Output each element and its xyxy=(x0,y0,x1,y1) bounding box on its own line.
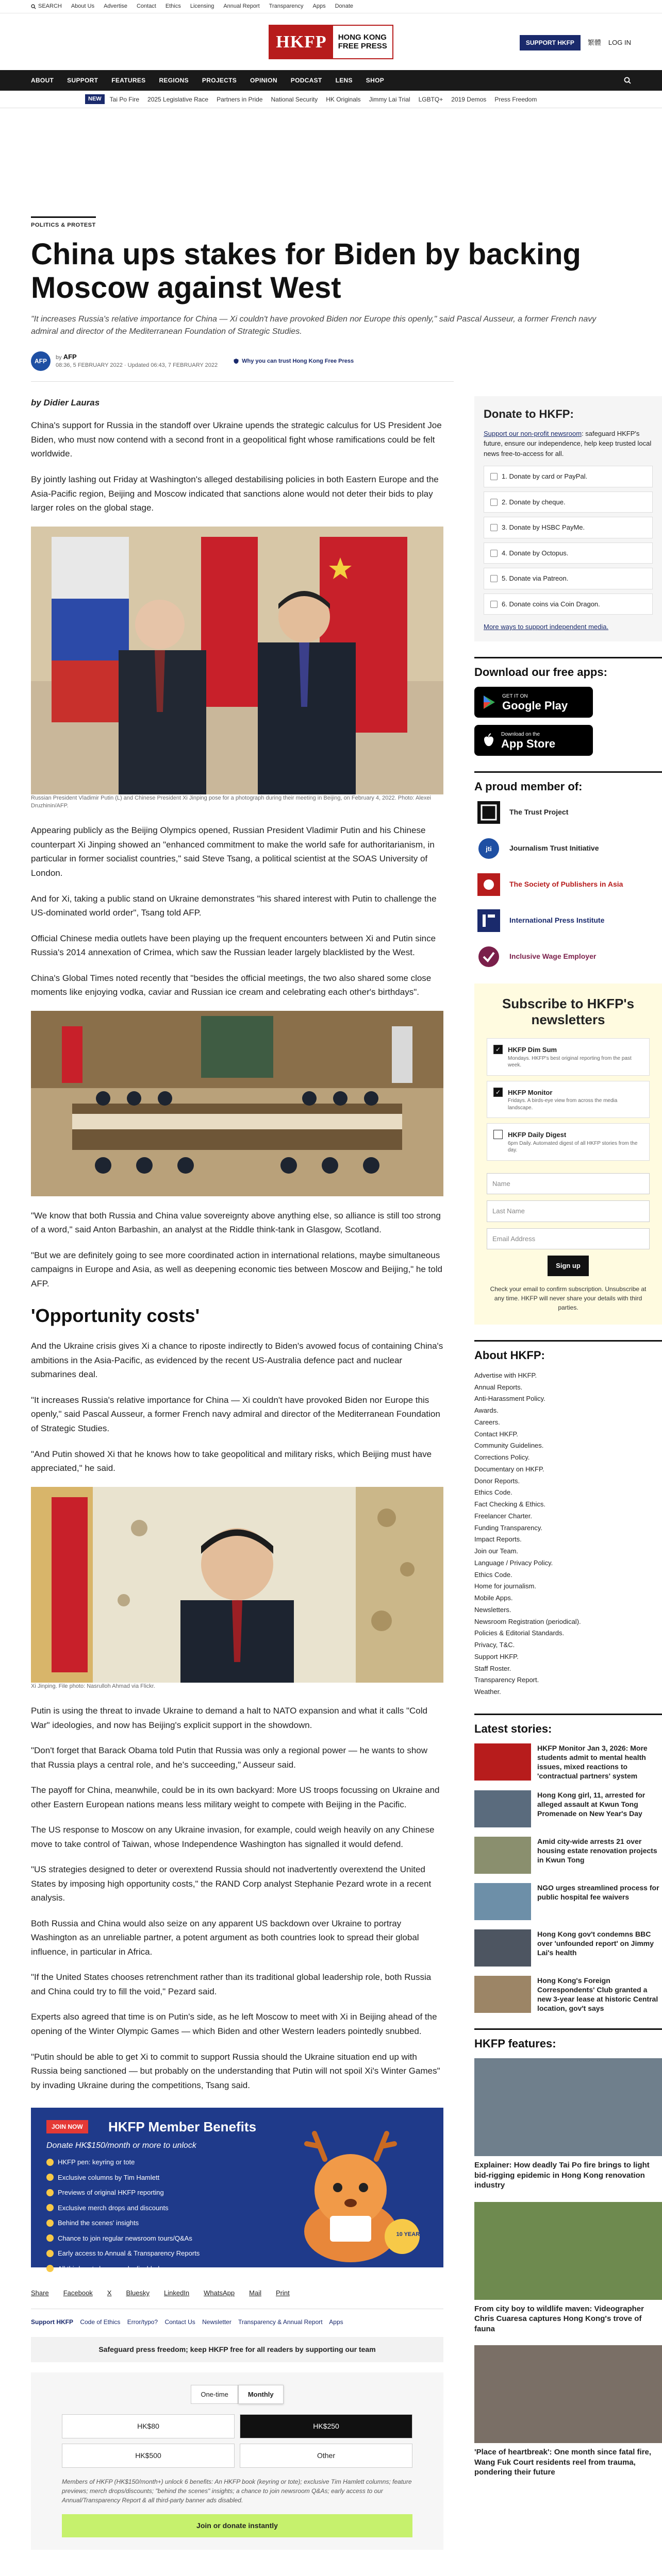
checkbox-icon xyxy=(493,1130,503,1139)
trending-link[interactable]: Press Freedom xyxy=(494,95,537,103)
about-link[interactable]: Newsletters. xyxy=(474,1605,511,1614)
promo-subtitle: Donate HK$150/month or more to unlock xyxy=(46,2141,196,2150)
footer-link[interactable]: Error/typo? xyxy=(127,2318,158,2326)
story-item[interactable]: Hong Kong gov't condemns BBC over 'unfounded report' on Jimmy Lai's health xyxy=(474,1929,662,1967)
story-item[interactable]: Hong Kong girl, 11, arrested for alleged assault at Kwun Tong Promenade on New Year's Day xyxy=(474,1790,662,1827)
trending-link[interactable]: Tai Po Fire xyxy=(109,95,140,103)
google-play-button[interactable]: GET IT ON Google Play xyxy=(474,687,593,718)
amount-option-other[interactable]: Other xyxy=(240,2444,412,2468)
apps-section xyxy=(474,657,662,756)
octopus-icon xyxy=(490,550,498,557)
trending-link[interactable]: 2025 Legislative Race xyxy=(147,95,209,103)
sidebar-donate xyxy=(474,396,662,641)
donate-intro: Support our non-profit newsroom: safeguard HKFP's future, ensure our independence, help keep trusted local news free-to-access for all. xyxy=(484,429,652,457)
article-author[interactable]: by Didier Lauras xyxy=(31,397,100,408)
footer-link[interactable]: Support HKFP xyxy=(31,2318,73,2326)
paragraph: Official Chinese media outlets have been playing up the frequent encounters between Xi and Putin since Russia's 2014 annexation of Crimea, which saw the Russian leader largely blacklisted by the West. xyxy=(31,933,436,958)
story-thumbnail xyxy=(474,1837,531,1874)
apple-icon xyxy=(483,733,495,748)
about-link[interactable]: Careers. xyxy=(474,1418,500,1426)
benefit-list xyxy=(46,2157,200,2279)
byline-meta: by AFP 08:36, 5 FEBRUARY 2022 · Updated 06:43, 7 FEBRUARY 2022 xyxy=(56,353,218,369)
utility-link-contact[interactable]: Contact xyxy=(136,3,156,10)
story-thumbnail xyxy=(474,1790,531,1827)
nav-search-icon[interactable] xyxy=(624,77,631,84)
story-thumbnail xyxy=(474,1976,531,2013)
paragraph: The US response to Moscow on any Ukraine invasion, for example, could weigh heavily on any Chinese move to take control of Taiwan, whose Independence Washington has signalled it would defend. xyxy=(31,1825,435,1849)
about-link[interactable]: Ethics Code. xyxy=(474,1488,512,1497)
section-title: A proud member of: xyxy=(474,779,583,793)
checkbox-checked-icon: ✓ xyxy=(493,1088,503,1097)
jti-icon xyxy=(477,837,500,860)
photo-caption: Xi Jinping. File photo: Nasrulloh Ahmad via Flickr. xyxy=(31,1683,155,1689)
utility-link-transparency[interactable]: Transparency xyxy=(269,3,304,10)
monthly-option[interactable]: Monthly xyxy=(238,2385,284,2404)
benefit-item: HKFP pen: keyring or tote xyxy=(46,2157,200,2167)
paragraph: "If the United States chooses retrenchment rather than its traditional global leadership role, both Russia and China could try to fill the void," Pezard said. xyxy=(31,1972,432,1996)
newsletter-title: Subscribe to HKFP's newsletters xyxy=(502,995,635,1028)
benefit-item: Early access to Annual & Transparency Reports xyxy=(46,2248,200,2259)
checkbox-checked-icon: ✓ xyxy=(493,1045,503,1054)
google-play-icon xyxy=(483,695,496,709)
about-link[interactable]: Anti-Harassment Policy. xyxy=(474,1395,545,1403)
check-icon xyxy=(46,2234,54,2242)
about-link[interactable]: Policies & Editorial Standards. xyxy=(474,1629,565,1637)
trending-link[interactable]: 2019 Demos xyxy=(451,95,487,103)
paragraph: "It increases Russia's relative importance for China — Xi couldn't have provoked Biden nor Europe this openly," said Pascal Ausseur, a former French navy admiral and director of the Mediterranean Foundation of Strategic Studies. xyxy=(31,1395,440,1433)
byline xyxy=(31,351,454,382)
story-thumbnail xyxy=(474,1883,531,1920)
language-toggle[interactable]: 繁體 xyxy=(587,39,601,47)
nav-shop[interactable]: SHOP xyxy=(366,77,385,84)
app-store-button[interactable]: Download on the App Store xyxy=(474,725,593,756)
paragraph: Putin is using the threat to invade Ukraine to demand a halt to NATO expansion and what it calls "Cold War" ideologies, and now has Beijing's explicit support in the showdown. xyxy=(31,1705,427,1730)
about-link[interactable]: Newsroom Registration (periodical). xyxy=(474,1617,581,1625)
member-benefits-banner[interactable] xyxy=(31,2108,443,2273)
nav-podcast[interactable]: PODCAST xyxy=(290,77,322,84)
utility-link-licensing[interactable]: Licensing xyxy=(190,3,214,10)
footer-link[interactable]: Apps xyxy=(329,2318,343,2326)
logo-text: HONG KONG FREE PRESS xyxy=(338,32,387,50)
putin-xi-photo xyxy=(31,527,443,794)
about-link[interactable]: Privacy, T&C. xyxy=(474,1641,515,1649)
about-link[interactable]: Transparency Report. xyxy=(474,1676,539,1684)
nav-projects[interactable]: PROJECTS xyxy=(202,77,237,84)
check-icon xyxy=(46,2189,54,2196)
article-lede: "It increases Russia's relative importance for China — Xi couldn't have provoked Biden nor Europe this openly," said Pascal Ausseur, a former French navy admiral and director of the Mediterranean Foundation of Strategic Studies. xyxy=(31,314,597,336)
share-bar xyxy=(31,2278,443,2309)
coin-icon xyxy=(490,601,498,608)
paragraph: By jointly lashing out Friday at Washington's alleged destabilising policies in both Eastern Europe and the Asia-Pacific region, Beijing and Moscow indicated that sanctions alone would not deter their bids to play larger roles on the global stage. xyxy=(31,474,439,513)
nav-opinion[interactable]: OPINION xyxy=(250,77,277,84)
utility-link-annual-report[interactable]: Annual Report xyxy=(223,3,260,10)
paragraph: Appearing publicly as the Beijing Olympics opened, Russian President Vladimir Putin and his Chinese counterpart Xi Jinping showed an "enhanced commitment to make the world safe for authoritarianism, in particular in former socialist countries," said Steve Tsang, a political scientist at the SOAS University of London. xyxy=(31,825,435,878)
afp-avatar[interactable]: AFP xyxy=(31,351,51,371)
nav-regions[interactable]: REGIONS xyxy=(159,77,189,84)
more-ways-link[interactable]: More ways to support independent media. xyxy=(484,623,609,631)
paragraph: "But we are definitely going to see more coordinated action in international relations, maybe simultaneous campaigns in Europe and Asia, as well as deepening economic ties between Moscow and Beijing," he told AFP. xyxy=(31,1250,442,1289)
share-linkedin[interactable]: LinkedIn xyxy=(164,2289,190,2297)
trending-link[interactable]: Partners in Pride xyxy=(217,95,263,103)
trending-link[interactable]: LGBTQ+ xyxy=(418,95,443,103)
story-thumbnail xyxy=(474,1743,531,1781)
about-link[interactable]: Home for journalism. xyxy=(474,1582,536,1590)
trending-link[interactable]: National Security xyxy=(271,95,318,103)
donate-option[interactable]: 2. Donate by cheque. xyxy=(484,492,653,513)
new-badge: NEW xyxy=(85,94,105,104)
feature-item[interactable]: Explainer: How deadly Tai Po fire brings to light bid-rigging epidemic in Hong Kong renovation industry xyxy=(474,2058,662,2191)
support-hkfp-button[interactable]: SUPPORT HKFP xyxy=(520,35,581,50)
section-heading: 'Opportunity costs' xyxy=(31,1305,200,1327)
member-logo[interactable]: jti Journalism Trust Initiative xyxy=(474,837,662,860)
about-link[interactable]: Impact Reports. xyxy=(474,1535,522,1544)
donate-option[interactable]: 5. Donate via Patreon. xyxy=(484,568,653,589)
one-time-option[interactable]: One-time xyxy=(191,2385,238,2404)
article-body xyxy=(31,396,443,2550)
about-list xyxy=(474,1370,662,1698)
check-icon xyxy=(46,2250,54,2257)
payme-icon xyxy=(490,524,498,531)
about-link[interactable]: Documentary on HKFP. xyxy=(474,1465,544,1473)
sopa-icon xyxy=(477,873,500,896)
feature-item[interactable]: From city boy to wildlife maven: Videographer Chris Cuaresa captures Hong Kong's trove of fauna xyxy=(474,2202,662,2334)
section-title: Latest stories: xyxy=(474,1722,552,1735)
paragraph: The payoff for China, meanwhile, could be in its own backyard: More US troops focussing on Ukraine and other Eastern European nations means less military weight to compete with Beijing in the Pacific. xyxy=(31,1785,440,1809)
share-mail[interactable]: Mail xyxy=(249,2289,261,2297)
check-icon xyxy=(46,2159,54,2166)
benefit-item: Previews of original HKFP reporting xyxy=(46,2188,200,2198)
section-title: HKFP features: xyxy=(474,2037,556,2050)
check-icon xyxy=(46,2204,54,2211)
utility-link-advertise[interactable]: Advertise xyxy=(104,3,127,10)
about-link[interactable]: Mobile Apps. xyxy=(474,1594,513,1602)
paragraph: "US strategies designed to deter or overextend Russia should not inadvertently overextend the United States by imposing high opportunity costs," the RAND Corp analyst Stephanie Pezard wrote in a recent analysis. xyxy=(31,1865,432,1903)
share-whatsapp[interactable]: WhatsApp xyxy=(204,2289,235,2297)
about-link[interactable]: Weather. xyxy=(474,1688,501,1696)
about-link[interactable]: Annual Reports. xyxy=(474,1383,523,1391)
feature-image xyxy=(474,2345,662,2443)
amount-option[interactable]: HK$500 xyxy=(62,2444,235,2468)
donate-option[interactable]: 1. Donate by card or PayPal. xyxy=(484,466,653,487)
member-logo[interactable]: The Society of Publishers in Asia xyxy=(474,873,662,896)
donate-fine-print: Members of HKFP (HK$150/month+) unlock 6 benefits: An HKFP book (keyring or tote); exclusive Tim Hamlett columns; feature previews; merch drops/discounts; "behind the scenes" insights; a chance to join newsroom Q&As; early access to our Annual/Transparency Report & all third-party banner ads disabled. xyxy=(62,2478,412,2504)
utility-link-about[interactable]: About Us xyxy=(71,3,95,10)
xi-jinping-photo xyxy=(31,1487,443,1683)
trust-project-icon xyxy=(477,801,500,824)
site-header xyxy=(0,13,662,70)
story-thumbnail xyxy=(474,1929,531,1967)
email-input[interactable]: Email Address xyxy=(487,1228,650,1250)
utility-link-ethics[interactable]: Ethics xyxy=(165,3,181,10)
share-bluesky[interactable]: Bluesky xyxy=(126,2289,150,2297)
footer-link[interactable]: Contact Us xyxy=(164,2318,195,2326)
about-link[interactable]: Donor Reports. xyxy=(474,1477,520,1485)
nav-lens[interactable]: LENS xyxy=(335,77,353,84)
signup-button[interactable]: Sign up xyxy=(548,1256,589,1276)
nav-support[interactable]: SUPPORT xyxy=(67,77,98,84)
footer-link[interactable]: Transparency & Annual Report xyxy=(238,2318,323,2326)
donate-option[interactable]: 6. Donate coins via Coin Dragon. xyxy=(484,594,653,615)
safeguard-banner: Safeguard press freedom; keep HKFP free for all readers by supporting our team xyxy=(31,2337,443,2362)
trending-bar xyxy=(0,91,662,108)
utility-search[interactable]: SEARCH xyxy=(31,2,62,11)
about-link[interactable]: Awards. xyxy=(474,1406,499,1415)
about-link[interactable]: Funding Transparency. xyxy=(474,1523,542,1532)
promo-title: HKFP Member Benefits xyxy=(108,2119,257,2135)
latest-stories xyxy=(474,1714,662,2013)
newsletter-signup xyxy=(474,984,662,1325)
paragraph: China's support for Russia in the standoff over Ukraine upends the strategic calculus for US President Joe Biden, who must now contend with a second front in a geopolitical fight whose ramifications could be felt worldwide. xyxy=(31,420,442,459)
paragraph: Both Russia and China would also seize on any apparent US backdown over Ukraine to portray Washington as an unreliable partner, a potent argument as both countries look to spread their global influence, in particular in Africa. xyxy=(31,1918,419,1957)
paragraph: And for Xi, taking a public stand on Ukraine demonstrates "his shared interest with Putin to challenge the US-dominated world order", Tsang told AFP. xyxy=(31,893,437,918)
donate-option[interactable]: 3. Donate by HSBC PayMe. xyxy=(484,517,653,538)
about-link[interactable]: Contact HKFP. xyxy=(474,1430,519,1438)
logo-mark: HKFP xyxy=(270,26,333,58)
about-link[interactable]: Fact Checking & Ethics. xyxy=(474,1500,545,1509)
member-logo[interactable]: International Press Institute xyxy=(474,909,662,932)
amount-grid xyxy=(62,2414,412,2468)
section-title: Download our free apps: xyxy=(474,665,607,679)
about-link[interactable]: Support HKFP. xyxy=(474,1652,519,1660)
share-x[interactable]: X xyxy=(107,2289,112,2297)
member-logo[interactable]: The Trust Project xyxy=(474,801,662,824)
benefit-item: Exclusive columns by Tim Hamlett xyxy=(46,2173,200,2183)
main-nav xyxy=(0,70,662,91)
footer-link[interactable]: Code of Ethics xyxy=(80,2318,121,2326)
patreon-icon xyxy=(490,575,498,582)
photo-caption: Russian President Vladimir Putin (L) and Chinese President Xi Jinping pose for a photograph during their meeting in Beijing, on February 4, 2022. Photo: Alexei Druzhinin/AFP. xyxy=(31,794,431,809)
join-now-badge[interactable]: JOIN NOW xyxy=(46,2120,88,2133)
trending-link[interactable]: HK Originals xyxy=(326,95,361,103)
trust-link[interactable]: Why you can trust Hong Kong Free Press xyxy=(233,357,354,366)
benefit-item: Exclusive merch drops and discounts xyxy=(46,2203,200,2213)
sidebar xyxy=(474,396,662,2550)
donate-option[interactable]: 4. Donate by Octopus. xyxy=(484,543,653,564)
paragraph: And the Ukraine crisis gives Xi a chance to riposte indirectly to Biden's avowed focus of containing China's ambitions in the Asia-Pacific, as evidenced by the recent US-Australia defence pact and nuclear submarines deal. xyxy=(31,1341,443,1380)
check-icon xyxy=(46,2174,54,2181)
section-title: About HKFP: xyxy=(474,1348,545,1362)
about-link[interactable]: Language / Privacy Policy. xyxy=(474,1558,553,1567)
share-print[interactable]: Print xyxy=(275,2289,290,2297)
about-link[interactable]: Community Guidelines. xyxy=(474,1442,544,1450)
share-facebook[interactable]: Facebook xyxy=(63,2289,93,2297)
nav-features[interactable]: FEATURES xyxy=(111,77,146,84)
story-item[interactable]: HKFP Monitor Jan 3, 2026: More students admit to mental health issues, mixed reactions to 'contractual partners' system xyxy=(474,1743,662,1781)
footer-link[interactable]: Newsletter xyxy=(202,2318,231,2326)
amount-option-selected[interactable]: HK$250 xyxy=(240,2414,412,2438)
cheque-icon xyxy=(490,499,498,506)
story-item[interactable]: Hong Kong's Foreign Correspondents' Club granted a new 3-year lease at historic Central location, gov't says xyxy=(474,1976,662,2013)
ten-year-badge: 10 YEARS xyxy=(396,2231,424,2238)
check-icon xyxy=(46,2265,54,2272)
hkfp-logo[interactable] xyxy=(269,25,393,59)
feature-item[interactable]: 'Place of heartbreak': One month since fatal fire, Wang Fuk Court residents reel from trauma, pondering their future xyxy=(474,2345,662,2478)
memberships-section xyxy=(474,771,662,968)
story-item[interactable]: Amid city-wide arrests 21 over housing estate renovation projects in Kwun Tong xyxy=(474,1837,662,1874)
paragraph: Experts also agreed that time is on Putin's side, as he left Moscow to meet with Xi in Beijing ahead of the opening of the Winter Olympic Games — which Biden and other Western leaders pointedly snubbed. xyxy=(31,2012,437,2037)
article-category[interactable]: POLITICS & PROTEST xyxy=(31,216,96,230)
first-name-input[interactable]: Name xyxy=(487,1173,650,1195)
search-icon xyxy=(31,4,36,9)
frequency-toggle xyxy=(62,2385,412,2404)
shield-icon xyxy=(233,358,239,364)
benefit-item: Behind the scenes' insights xyxy=(46,2218,200,2228)
features-section xyxy=(474,2028,662,2478)
story-item[interactable]: NGO urges streamlined process for public hospital fee waivers xyxy=(474,1883,662,1920)
about-link[interactable]: Freelancer Charter. xyxy=(474,1512,532,1520)
svg-text:jti: jti xyxy=(486,844,492,853)
support-newsroom-link[interactable]: Support our non-profit newsroom xyxy=(484,429,582,437)
benefit-item: All third-party banner ads disabled xyxy=(46,2264,200,2274)
paragraph: "We know that both Russia and China value sovereignty above anything else, so alliance is still too strong of a word," said Anton Barbashin, an analyst at the Riddle think-tank in Glasgow, Scotland. xyxy=(31,1210,441,1235)
paragraph: "Don't forget that Barack Obama told Putin that Russia was only a regional power — he wants to show that Russia plays a central role, and he's succeeding," Ausseur said. xyxy=(31,1745,428,1770)
deer-mascot-icon xyxy=(273,2128,428,2262)
feature-image xyxy=(474,2202,662,2300)
paragraph: "Putin should be able to get Xi to commit to support Russia should the Ukraine situation end up with Russia being sanctioned — but probably on the understanding that Putin will not spoil Xi's Winter Games" by invading Ukraine during the competitions, Tsang said. xyxy=(31,2052,440,2090)
utility-bar xyxy=(0,0,662,13)
header-actions xyxy=(520,35,631,50)
newsletter-option[interactable]: ✓ HKFP Dim Sum Mondays. HKFP's best original reporting from the past week. xyxy=(487,1038,650,1076)
check-icon xyxy=(46,2219,54,2227)
card-icon xyxy=(490,473,498,480)
login-link[interactable]: LOG IN xyxy=(608,39,631,47)
inclusive-wage-icon xyxy=(477,945,500,968)
about-link[interactable]: Join our Team. xyxy=(474,1547,519,1555)
newsletter-option[interactable]: HKFP Daily Digest 6pm Daily. Automated digest of all HKFP stories from the day. xyxy=(487,1123,650,1161)
paragraph: China's Global Times noted recently that "besides the official meetings, the two also shared some close moments like enjoying vodka, caviar and Russian ice cream and celebrating each other's birthdays". xyxy=(31,973,432,997)
last-name-input[interactable]: Last Name xyxy=(487,1200,650,1222)
about-link[interactable]: Advertise with HKFP. xyxy=(474,1371,537,1379)
donate-title: Donate to HKFP: xyxy=(484,407,574,420)
utility-link-apps[interactable]: Apps xyxy=(312,3,326,10)
trending-link[interactable]: Jimmy Lai Trial xyxy=(369,95,410,103)
meeting-hall-photo xyxy=(31,1011,443,1196)
about-link[interactable]: Corrections Policy. xyxy=(474,1453,530,1462)
amount-option[interactable]: HK$80 xyxy=(62,2414,235,2438)
newsletter-fine-print: Check your email to confirm subscription. Unsubscribe at any time. HKFP will never share your details with third parties. xyxy=(490,1285,647,1311)
about-link[interactable]: Staff Roster. xyxy=(474,1664,511,1672)
donate-widget xyxy=(31,2372,443,2550)
feature-image xyxy=(474,2058,662,2156)
about-link[interactable]: Ethics Code. xyxy=(474,1570,512,1579)
newsletter-option[interactable]: ✓ HKFP Monitor Fridays. A birds-eye view from across the media landscape. xyxy=(487,1081,650,1118)
share-label: Share xyxy=(31,2289,49,2297)
utility-link-donate[interactable]: Donate xyxy=(335,3,354,10)
join-donate-button[interactable]: Join or donate instantly xyxy=(62,2514,412,2537)
about-section xyxy=(474,1340,662,1698)
article-title: China ups stakes for Biden by backing Moscow against West xyxy=(31,238,581,304)
support-links xyxy=(31,2317,443,2327)
nav-about[interactable]: ABOUT xyxy=(31,77,54,84)
member-logo[interactable]: Inclusive Wage Employer xyxy=(474,945,662,968)
benefit-item: Chance to join regular newsroom tours/Q&As xyxy=(46,2233,200,2244)
ipi-icon xyxy=(477,909,500,932)
paragraph: "And Putin showed Xi that he knows how to take geopolitical and military risks, which Beijing must have appreciated," he said. xyxy=(31,1449,432,1473)
